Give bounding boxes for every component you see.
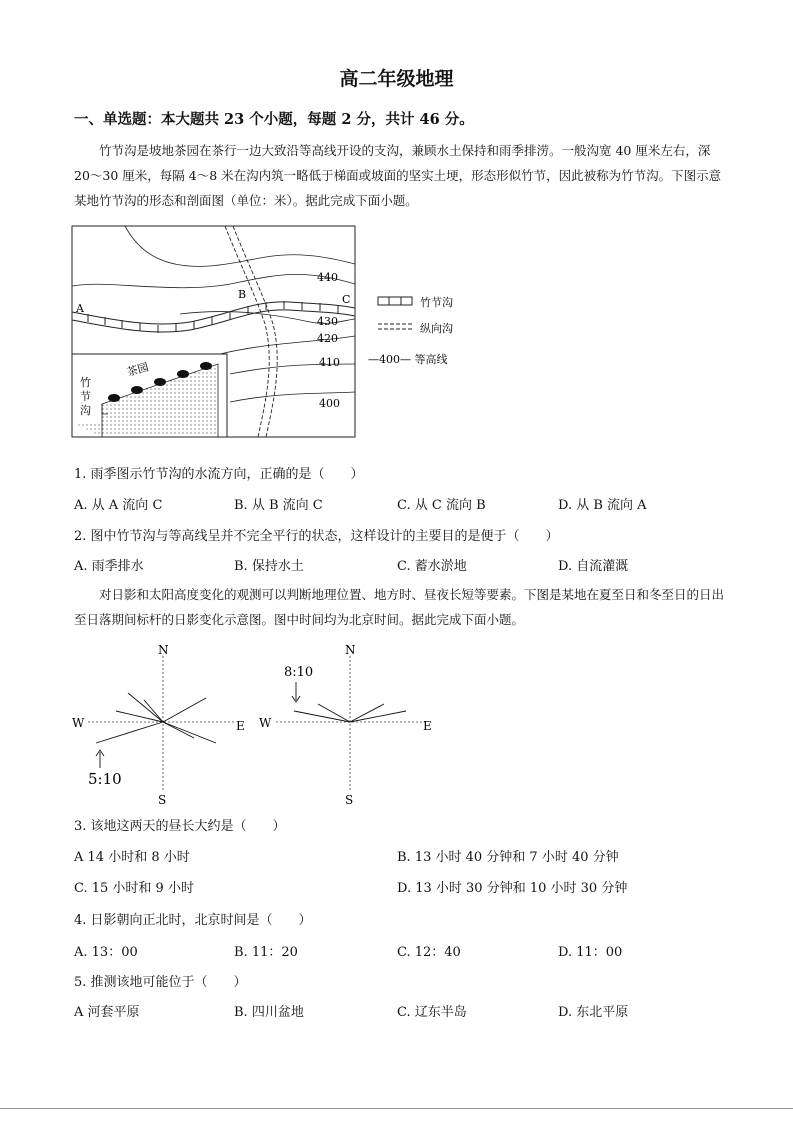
dir-s-left: S — [158, 793, 167, 807]
question-5: 5. 推测该地可能位于（ ） — [74, 975, 247, 990]
bamboo-ditch-line — [72, 302, 355, 324]
q5-option-d[interactable]: D. 东北平原 — [558, 1005, 629, 1020]
dir-w-right: W — [259, 716, 272, 730]
contour-map-figure — [70, 224, 470, 440]
shadow-diagram-right — [259, 643, 432, 807]
q1-option-d[interactable]: D. 从 B 流向 A — [558, 498, 647, 513]
dir-w-left: W — [72, 716, 85, 730]
q4-option-c[interactable]: C. 12：40 — [397, 945, 461, 960]
longitudinal-ditch — [233, 226, 277, 437]
contour-label: 420 — [317, 332, 338, 345]
legend-contour: —400— 等高线 — [368, 353, 448, 366]
map-legend — [368, 295, 453, 366]
contour-line — [125, 226, 355, 266]
legend-longitudinal-ditch: 纵向沟 — [420, 322, 453, 335]
q1-option-c[interactable]: C. 从 C 流向 B — [397, 498, 486, 513]
passage-1: 竹节沟是坡地茶园在茶行一边大致沿等高线开设的支沟，兼顾水土保持和雨季排涝。一般沟宽 40 厘米左右，深 20～30 厘米，每隔 4～8 米在沟内筑一略低于梯面或坡面的坚实土埂，形态形似竹节，因此被称为竹节沟。下图示意某地竹节沟的形态和剖面图（单位：米）。据此完成下面小题。 — [74, 143, 722, 208]
q1-option-a[interactable]: A. 从 A 流向 C — [74, 498, 163, 513]
q4-option-a[interactable]: A. 13：00 — [74, 945, 138, 960]
contour-label: 430 — [317, 315, 338, 328]
q4-option-b[interactable]: B. 11：20 — [234, 945, 298, 960]
contour-label: 410 — [319, 356, 340, 369]
point-label-b: B — [238, 288, 247, 301]
dir-s-right: S — [345, 793, 354, 807]
dir-n-right: N — [345, 643, 356, 657]
inset-label: 茶园 — [125, 360, 151, 379]
question-4: 4. 日影朝向正北时，北京时间是（ ） — [74, 913, 312, 928]
contour-line — [72, 274, 355, 287]
time-label-left: 5:10 — [88, 770, 122, 788]
q4-option-d[interactable]: D. 11：00 — [558, 945, 623, 960]
contour-label: 440 — [317, 271, 338, 284]
q3-option-b[interactable]: B. 13 小时 40 分钟和 7 小时 40 分钟 — [397, 850, 619, 865]
dir-e-left: E — [236, 719, 245, 733]
q3-option-d[interactable]: D. 13 小时 30 分钟和 10 小时 30 分钟 — [397, 881, 628, 896]
shadow-diagram-figure — [66, 638, 456, 810]
dir-e-right: E — [423, 719, 432, 733]
q3-option-c[interactable]: C. 15 小时和 9 小时 — [74, 881, 194, 896]
point-label-a: A — [76, 302, 84, 315]
page-bottom-divider — [0, 1108, 793, 1109]
q5-option-b[interactable]: B. 四川盆地 — [234, 1005, 304, 1020]
q2-option-b[interactable]: B. 保持水土 — [234, 559, 304, 574]
page-title: 高二年级地理 — [339, 68, 454, 90]
q5-option-a[interactable]: A 河套平原 — [74, 1005, 140, 1020]
dir-n-left: N — [158, 643, 169, 657]
point-label-c: C — [342, 293, 351, 306]
bamboo-ditch-ticks — [88, 301, 338, 333]
inset-label: 竹 — [80, 376, 91, 389]
inset-label: 沟 — [80, 404, 91, 417]
question-2: 2. 图中竹节沟与等高线呈并不完全平行的状态，这样设计的主要目的是便于（ ） — [74, 529, 559, 544]
q1-option-b[interactable]: B. 从 B 流向 C — [234, 498, 323, 513]
inset-label: 节 — [80, 390, 91, 403]
contour-label: 400 — [319, 397, 340, 410]
question-1: 1. 雨季图示竹节沟的水流方向，正确的是（ ） — [74, 467, 364, 482]
section-heading: 一、单选题：本大题共 23 个小题，每题 2 分，共计 46 分。 — [74, 111, 474, 128]
q2-option-d[interactable]: D. 自流灌溉 — [558, 559, 629, 574]
bamboo-ditch-line — [72, 310, 355, 332]
question-3: 3. 该地这两天的昼长大约是（ ） — [74, 819, 286, 834]
legend-bamboo-ditch: 竹节沟 — [420, 296, 453, 309]
q3-option-a[interactable]: A 14 小时和 8 小时 — [74, 850, 190, 865]
q2-option-c[interactable]: C. 蓄水淤地 — [397, 559, 467, 574]
q5-option-c[interactable]: C. 辽东半岛 — [397, 1005, 467, 1020]
passage-2: 对日影和太阳高度变化的观测可以判断地理位置、地方时、昼夜长短等要素。下图是某地在夏至日和冬至日的日出至日落期间标杆的日影变化示意图。图中时间均为北京时间。据此完成下面小题。 — [74, 587, 725, 627]
shadow-diagram-left — [72, 643, 245, 807]
profile-inset — [72, 354, 227, 437]
time-label-right: 8:10 — [284, 665, 314, 680]
q2-option-a[interactable]: A. 雨季排水 — [74, 559, 144, 574]
